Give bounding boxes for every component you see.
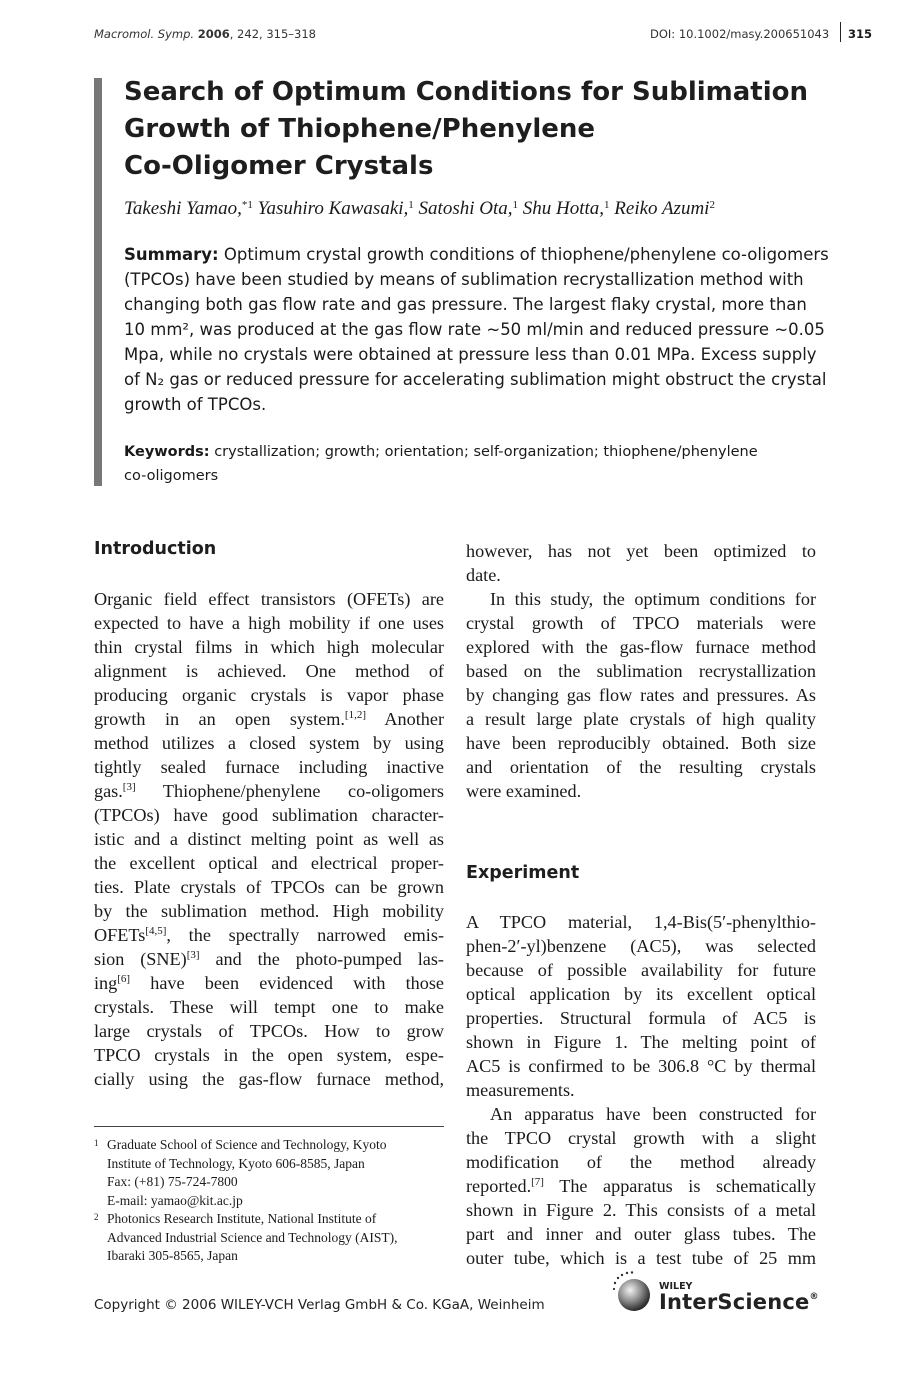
- footnote: [94, 1136, 444, 1210]
- citation-ref: [3]: [122, 781, 136, 793]
- summary-line: 10 mm², was produced at the gas flow rate ~50 ml/min and reduced pressure ~0.05: [124, 320, 825, 339]
- author-affiliation-mark: 1: [408, 199, 414, 211]
- body-line: (TPCOs) have good sublimation character-: [94, 805, 444, 825]
- footnote-email[interactable]: E-mail: yamao@kit.ac.jp: [107, 1192, 243, 1208]
- introduction-body: [94, 587, 444, 1091]
- keywords-line: co-oligomers: [124, 468, 219, 484]
- summary-line: Optimum crystal growth conditions of thiophene/phenylene co-oligomers: [218, 245, 829, 264]
- globe-icon: [612, 1270, 658, 1316]
- experiment-body: [466, 910, 816, 1270]
- body-line: however, has not yet been optimized to: [466, 541, 816, 561]
- body-line: a result large plate crystals of high quality: [466, 709, 816, 729]
- author-name: Satoshi Ota,: [418, 198, 513, 219]
- body-line: ing[6] have been evidenced with those: [94, 973, 444, 993]
- body-line: istic and a distinct melting point as well as: [94, 829, 444, 849]
- summary-line: changing both gas flow rate and gas pressure. The largest flaky crystal, more than: [124, 295, 807, 314]
- summary-line: (TPCOs) have been studied by means of sublimation recrystallization method with: [124, 270, 804, 289]
- body-line: cially using the gas-flow furnace method,: [94, 1069, 444, 1089]
- body-line: ties. Plate crystals of TPCOs can be grown: [94, 877, 444, 897]
- running-header-doi: DOI: 10.1002/masy.200651043: [650, 27, 830, 41]
- title-line: Search of Optimum Conditions for Sublimation: [124, 77, 809, 107]
- footnote-line: Advanced Industrial Science and Technology (AIST),: [107, 1229, 398, 1245]
- body-line: the excellent optical and electrical proper-: [94, 853, 444, 873]
- citation-ref: [1,2]: [344, 709, 366, 721]
- body-line: AC5 is confirmed to be 306.8 °C by thermal: [466, 1056, 816, 1076]
- body-line: optical application by its excellent optical: [466, 984, 816, 1004]
- wiley-interscience-logo: [612, 1270, 822, 1316]
- introduction-continuation: [466, 539, 816, 803]
- title-line: Co-Oligomer Crystals: [124, 151, 434, 181]
- body-line: thin crystal films in which high molecular: [94, 637, 444, 657]
- summary-line: growth of TPCOs.: [124, 395, 267, 414]
- page-number: 315: [848, 27, 873, 41]
- body-line: TPCO crystals in the open system, espe-: [94, 1045, 444, 1065]
- footnotes: [94, 1136, 444, 1266]
- author-name: Takeshi Yamao,: [124, 198, 242, 219]
- body-line: method utilizes a closed system by using: [94, 733, 444, 753]
- article-title: [124, 74, 824, 185]
- body-line: because of possible availability for future: [466, 960, 816, 980]
- body-line: modification of the method already: [466, 1152, 816, 1172]
- abstract-summary: [124, 242, 829, 417]
- author-affiliation-mark: 2: [709, 199, 715, 211]
- body-line: measurements.: [466, 1080, 575, 1100]
- citation-ref: [3]: [186, 949, 200, 961]
- body-line: growth in an open system.[1,2] Another: [94, 709, 445, 729]
- footnote-number: 2: [94, 1212, 99, 1222]
- title-line: Growth of Thiophene/Phenylene: [124, 114, 596, 144]
- body-line: part and inner and outer glass tubes. The: [466, 1224, 816, 1244]
- body-line: the TPCO crystal growth with a slight: [466, 1128, 816, 1148]
- body-line: In this study, the optimum conditions for: [490, 589, 816, 609]
- body-line: alignment is achieved. One method of: [94, 661, 444, 681]
- body-line: tightly sealed furnace including inactive: [94, 757, 444, 777]
- footnote-line: Institute of Technology, Kyoto 606-8585, Japan: [107, 1155, 365, 1171]
- body-line: A TPCO material, 1,4-Bis(5′-phenylthio-: [466, 912, 816, 932]
- author-name: Shu Hotta,: [522, 198, 605, 219]
- body-line: sion (SNE)[3] and the photo-pumped las-: [94, 949, 444, 969]
- body-line: reported.[7] The apparatus is schematically: [466, 1176, 816, 1196]
- summary-label: Summary:: [124, 245, 219, 264]
- copyright-notice: Copyright © 2006 WILEY-VCH Verlag GmbH & Co. KGaA, Weinheim: [94, 1297, 545, 1313]
- footnote-number: 1: [94, 1138, 99, 1148]
- summary-line: of N₂ gas or reduced pressure for accelerating sublimation might obstruct the crystal: [124, 370, 827, 389]
- author-affiliation-mark: 1: [512, 199, 518, 211]
- footnote-line: Graduate School of Science and Technology, Kyoto: [107, 1137, 387, 1152]
- keywords-line: crystallization; growth; orientation; self-organization; thiophene/phenylene: [209, 444, 758, 460]
- body-line: crystal growth of TPCO materials were: [466, 613, 816, 633]
- section-heading-introduction: Introduction: [94, 539, 217, 559]
- body-line: crystals. These will tempt one to make: [94, 997, 444, 1017]
- footnote-line: Photonics Research Institute, National Institute of: [107, 1211, 377, 1226]
- keywords: [124, 440, 816, 488]
- body-line: expected to have a high mobility if one uses: [94, 613, 444, 633]
- body-line: shown in Figure 2. This consists of a metal: [466, 1200, 816, 1220]
- body-line: Organic field effect transistors (OFETs) are: [94, 589, 444, 609]
- author-name: Reiko Azumi: [614, 198, 710, 219]
- body-line: phen-2′-yl)benzene (AC5), was selected: [466, 936, 816, 956]
- body-line: producing organic crystals is vapor phase: [94, 685, 444, 705]
- body-line: by the sublimation method. High mobility: [94, 901, 444, 921]
- footnote-line: Ibaraki 305-8565, Japan: [107, 1248, 238, 1263]
- body-line: by changing gas flow rates and pressures. As: [466, 685, 816, 705]
- body-line: explored with the gas-flow furnace method: [466, 637, 816, 657]
- wiley-wordmark: WILEY: [659, 1281, 693, 1292]
- body-line: date.: [466, 565, 501, 585]
- author-affiliation-mark: 1: [604, 199, 610, 211]
- keywords-label: Keywords:: [124, 444, 210, 460]
- citation-ref: [4,5]: [145, 925, 167, 937]
- author-affiliation-mark: *1: [241, 199, 253, 211]
- author-name: Yasuhiro Kawasaki,: [257, 198, 409, 219]
- body-line: were examined.: [466, 781, 582, 801]
- body-line: have been reproducibly obtained. Both size: [466, 733, 816, 753]
- author-list: [124, 196, 824, 222]
- abstract-sidebar-bar: [94, 78, 102, 486]
- body-line: An apparatus have been constructed for: [490, 1104, 816, 1124]
- body-line: large crystals of TPCOs. How to grow: [94, 1021, 444, 1041]
- footnote: [94, 1210, 444, 1266]
- body-line: shown in Figure 1. The melting point of: [466, 1032, 816, 1052]
- body-line: OFETs[4,5], the spectrally narrowed emis-: [94, 925, 444, 945]
- section-heading-experiment: Experiment: [466, 863, 580, 883]
- body-line: outer tube, which is a test tube of 25 mm: [466, 1248, 816, 1268]
- body-line: properties. Structural formula of AC5 is: [466, 1008, 816, 1028]
- footnote-line: Fax: (+81) 75-724-7800: [107, 1174, 238, 1189]
- footnote-rule: [94, 1126, 444, 1127]
- interscience-wordmark: InterScience®: [659, 1290, 819, 1314]
- body-line: gas.[3] Thiophene/phenylene co-oligomers: [94, 781, 444, 801]
- body-line: based on the sublimation recrystallization: [466, 661, 816, 681]
- citation-ref: [7]: [531, 1176, 544, 1188]
- header-divider: [840, 22, 841, 42]
- running-header-citation: Macromol. Symp. 2006, 242, 315–318: [94, 27, 316, 41]
- summary-line: Mpa, while no crystals were obtained at pressure less than 0.01 MPa. Excess supply: [124, 345, 817, 364]
- body-line: and orientation of the resulting crystals: [466, 757, 816, 777]
- citation-ref: [6]: [117, 973, 131, 985]
